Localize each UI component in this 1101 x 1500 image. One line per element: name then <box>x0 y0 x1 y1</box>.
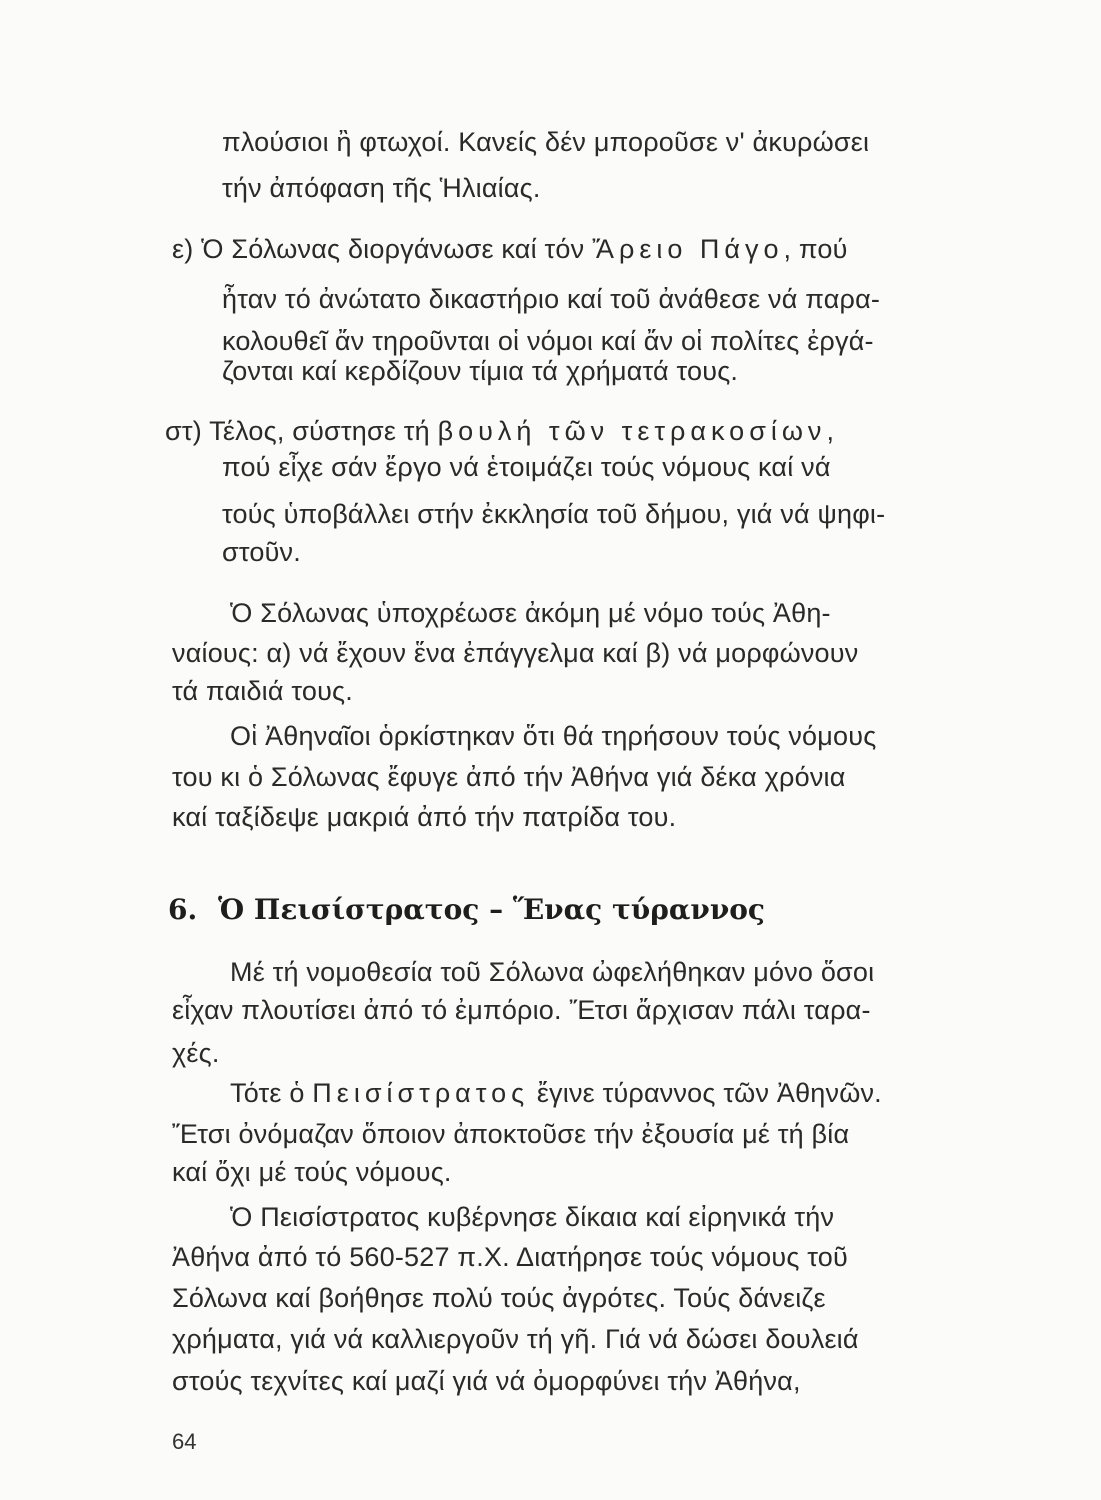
text-line: καί ὄχι μέ τούς νόμους. <box>172 1157 452 1187</box>
list-item-st <box>165 414 834 448</box>
text-span: , <box>826 416 835 446</box>
text-span: Τότε ὁ <box>230 1078 305 1108</box>
text-line: τήν ἀπόφαση τῆς Ἡλιαίας. <box>222 173 541 203</box>
text-line: πού εἶχε σάν ἔργο νά ἑτοιμάζει τούς νόμους καί νά <box>222 452 831 482</box>
list-item-e <box>172 232 848 266</box>
emphasis-areios-pagos: Ἄρειο Πάγο <box>592 234 784 264</box>
page-number: 64 <box>172 1429 197 1454</box>
text-line: Ὁ Σόλωνας ὑποχρέωσε ἀκόμη μέ νόμο τούς Ἀθη- <box>230 598 831 628</box>
text-line: καί ταξίδεψε μακριά ἀπό τήν πατρίδα του. <box>172 802 677 832</box>
text-line: Μέ τή νομοθεσία τοῦ Σόλωνα ὠφελήθηκαν μόνο ὅσοι <box>230 957 875 987</box>
emphasis-peisistratos: Πεισίστρατος <box>312 1078 530 1108</box>
text-line: ζονται καί κερδίζουν τίμια τά χρήματά τους. <box>222 356 739 386</box>
text-line: Σόλωνα καί βοήθησε πολύ τούς ἀγρότες. Τούς δάνειζε <box>172 1283 826 1313</box>
text-line: στούς τεχνίτες καί μαζί γιά νά ὀμορφύνει τήν Ἀθήνα, <box>172 1366 801 1396</box>
text-line: Ἔτσι ὀνόμαζαν ὅποιον ἀποκτοῦσε τήν ἐξουσία μέ τή βία <box>172 1119 850 1149</box>
text-line: εἶχαν πλουτίσει ἀπό τό ἐμπόριο. Ἔτσι ἄρχισαν πάλι ταρα- <box>172 995 871 1025</box>
text-line: του κι ὁ Σόλωνας ἔφυγε ἀπό τήν Ἀθήνα γιά δέκα χρόνια <box>172 762 846 792</box>
section-number: 6. <box>168 893 198 926</box>
text-line: στοῦν. <box>222 537 301 567</box>
text-span: ε) Ὁ Σόλωνας διοργάνωσε καί τόν <box>172 234 585 264</box>
text-line: Ἀθήνα ἀπό τό 560-527 π.Χ. Διατήρησε τούς νόμους τοῦ <box>172 1242 848 1272</box>
text-line: κολουθεῖ ἄν τηροῦνται οἱ νόμοι καί ἄν οἱ πολίτες ἐργά- <box>222 326 874 356</box>
text-line: Ὁ Πεισίστρατος κυβέρνησε δίκαια καί εἰρηνικά τήν <box>230 1202 835 1232</box>
text-span: , πού <box>783 234 848 264</box>
text-line: τά παιδιά τους. <box>172 676 353 706</box>
text-line <box>230 1076 882 1110</box>
section-title: Ὁ Πεισίστρατος – Ἕνας τύραννος <box>218 893 765 926</box>
text-line: ναίους: α) νά ἔχουν ἕνα ἐπάγγελμα καί β) νά μορφώνουν <box>172 638 859 668</box>
text-line: Οἱ Ἀθηναῖοι ὁρκίστηκαν ὅτι θά τηρήσουν τούς νόμους <box>230 721 877 751</box>
emphasis-boule: βουλή τῶν τετρακοσίων <box>437 416 827 446</box>
text-line: τούς ὑποβάλλει στήν ἐκκλησία τοῦ δήμου, γιά νά ψηφι- <box>222 499 886 529</box>
text-line: πλούσιοι ἢ φτωχοί. Κανείς δέν μποροῦσε ν' ἀκυρώσει <box>222 127 870 157</box>
text-line: ἦταν τό ἀνώτατο δικαστήριο καί τοῦ ἀνάθεσε νά παρα- <box>222 284 881 314</box>
text-span: ἔγινε τύραννος τῶν Ἀθηνῶν. <box>536 1078 882 1108</box>
section-heading <box>168 892 765 928</box>
text-line: χές. <box>172 1038 220 1068</box>
text-span: στ) Τέλος, σύστησε τή <box>165 416 430 446</box>
text-line: χρήματα, γιά νά καλλιεργοῦν τή γῆ. Γιά νά δώσει δουλειά <box>172 1324 859 1354</box>
